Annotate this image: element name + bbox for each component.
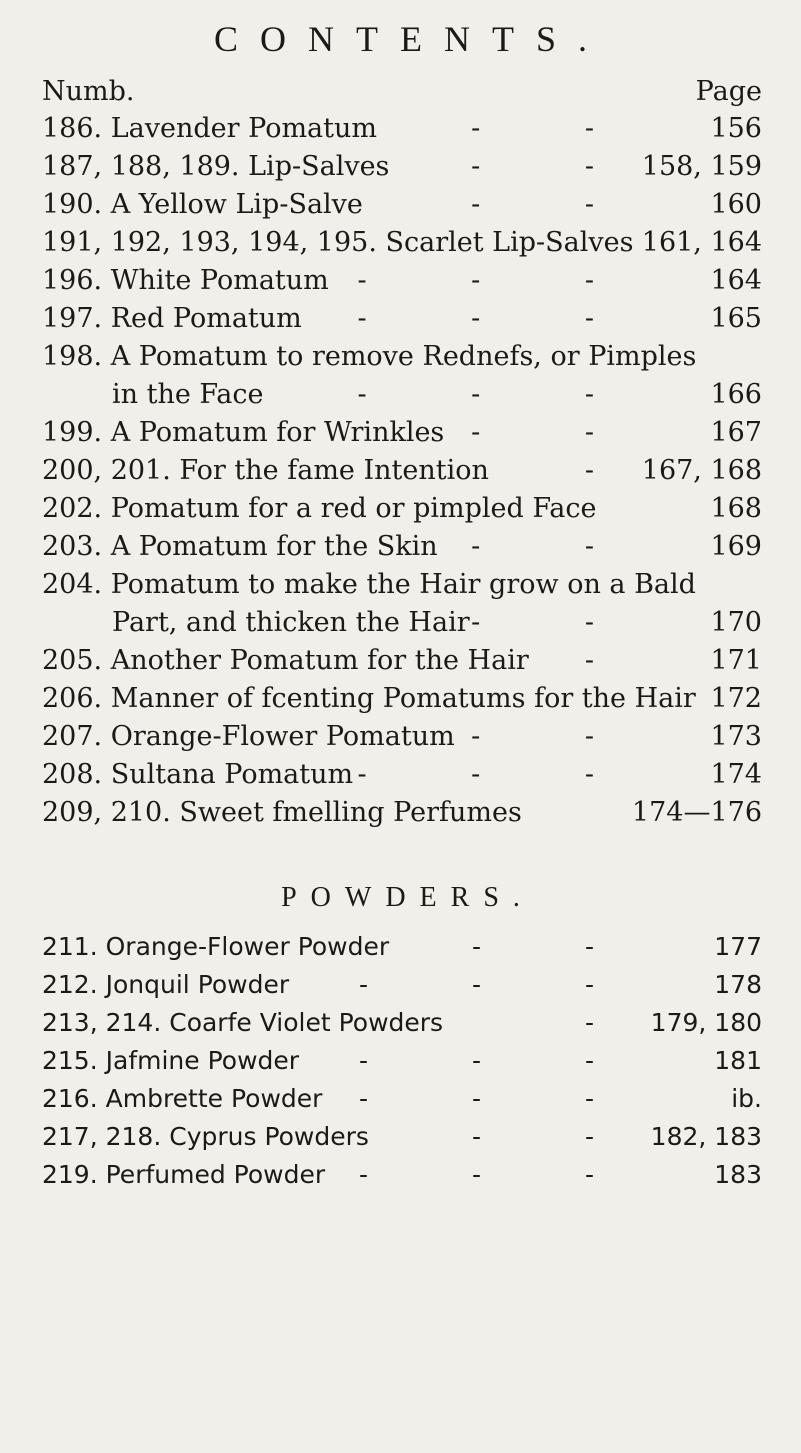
entry-number: 211. (42, 932, 98, 961)
entry-number: 212. (42, 970, 98, 999)
entry-number: 196. (42, 265, 103, 296)
entry-number: 204. (42, 569, 103, 600)
leader-dashes: - - - (359, 1046, 642, 1075)
leader-dashes: - - (471, 721, 642, 752)
contents-list (42, 110, 762, 832)
entry-title: Pomatum to make the Hair grow on a Bald (110, 569, 696, 600)
entry-title: Lip-Salves (248, 151, 390, 182)
contents-entry (42, 642, 762, 680)
leader-dashes: - - (472, 932, 642, 961)
entry-page-number: 174—176 (631, 797, 762, 828)
contents-entry (42, 224, 762, 262)
entry-number: 206. (42, 683, 103, 714)
contents-entry (42, 110, 762, 148)
entry-number: 217, 218. (42, 1122, 162, 1151)
entry-page-number: ib. (731, 1084, 762, 1113)
contents-entry (42, 928, 762, 966)
entry-page-number: 182, 183 (650, 1122, 762, 1151)
contents-entry (42, 338, 762, 414)
entry-title: Jonquil Powder (105, 970, 290, 999)
entry-page-number: 169 (710, 531, 762, 562)
entry-number: 190. (42, 189, 103, 220)
leader-dashes: - - - (359, 1084, 642, 1113)
entry-number: 215. (42, 1046, 98, 1075)
entry-title: Jafmine Powder (105, 1046, 300, 1075)
entry-page-number: 181 (714, 1046, 762, 1075)
entry-title: Another Pomatum for the Hair (110, 645, 529, 676)
contents-entry (42, 1004, 762, 1042)
leader-dashes: - - (471, 607, 642, 638)
entry-page-number: 171 (710, 645, 762, 676)
contents-entry (42, 1118, 762, 1156)
entry-number: 197. (42, 303, 103, 334)
entry-page-number: 167 (710, 417, 762, 448)
entry-title: Orange-Flower Pomatum (110, 721, 455, 752)
entry-number: 216. (42, 1084, 98, 1113)
leader-dashes: - - - (359, 970, 642, 999)
leader-dashes: - - (471, 531, 642, 562)
powders-list (42, 928, 762, 1194)
entry-title: Coarfe Violet Powders (169, 1008, 444, 1037)
leader-dashes: - - - (357, 265, 642, 296)
entry-page-number: 160 (710, 189, 762, 220)
entry-number: 200, 201. (42, 455, 171, 486)
leader-dashes: - - (471, 189, 642, 220)
entry-title: Perfumed Powder (105, 1160, 326, 1189)
contents-entry (42, 1042, 762, 1080)
section-title-powders: POWDERS. (281, 882, 534, 913)
entry-number: 191, 192, 193, 194, 195. (42, 227, 377, 258)
entry-title: Manner of fcenting Pomatums for the Hair (110, 683, 696, 714)
contents-entry (42, 186, 762, 224)
entry-page-number: 161, 164 (641, 227, 762, 258)
entry-page-number: 177 (714, 932, 762, 961)
entry-number: 209, 210. (42, 797, 171, 828)
entry-title: A Pomatum to remove Rednefs, or Pimples (110, 341, 697, 372)
entry-title: Scarlet Lip-Salves (385, 227, 634, 258)
contents-entry (42, 262, 762, 300)
entry-page-number: 179, 180 (650, 1008, 762, 1037)
leader-dashes: - - (471, 151, 642, 182)
column-headers (42, 76, 762, 112)
entry-page-number: 156 (710, 113, 762, 144)
entry-number: 208. (42, 759, 103, 790)
contents-entry (42, 794, 762, 832)
entry-page-number: 164 (710, 265, 762, 296)
entry-title: White Pomatum (110, 265, 329, 296)
contents-entry (42, 718, 762, 756)
contents-entry (42, 452, 762, 490)
entry-title: A Pomatum for the Skin (110, 531, 438, 562)
leader-dashes: - - (471, 417, 642, 448)
contents-entry (42, 490, 762, 528)
entry-page-number: 174 (710, 759, 762, 790)
leader-dashes: - - - (357, 379, 642, 410)
leader-dashes: - - (472, 1122, 642, 1151)
entry-title: Lavender Pomatum (110, 113, 377, 144)
entry-title: Pomatum for a red or pimpled Face (110, 493, 597, 524)
page-title: CONTENTS. (214, 19, 609, 59)
entry-page-number: 173 (710, 721, 762, 752)
contents-entry (42, 1080, 762, 1118)
entry-number: 205. (42, 645, 103, 676)
entry-title: Ambrette Powder (105, 1084, 323, 1113)
contents-entry (42, 966, 762, 1004)
entry-page-number: 183 (714, 1160, 762, 1189)
page-column-header: Page (695, 76, 762, 107)
contents-entry (42, 528, 762, 566)
entry-number: 202. (42, 493, 103, 524)
entry-number: 198. (42, 341, 103, 372)
entry-number: 213, 214. (42, 1008, 162, 1037)
entry-title: Red Pomatum (110, 303, 302, 334)
entry-page-number: 165 (710, 303, 762, 334)
entry-title: Orange-Flower Powder (105, 932, 390, 961)
entry-title-continued: in the Face (112, 379, 264, 410)
leader-dashes: - - (471, 113, 642, 144)
entry-title: A Pomatum for Wrinkles (110, 417, 445, 448)
number-column-header: Numb. (42, 76, 135, 107)
contents-entry (42, 148, 762, 186)
entry-title: Sweet fmelling Perfumes (179, 797, 522, 828)
leader-dashes: - - - (357, 759, 642, 790)
entry-number: 186. (42, 113, 103, 144)
contents-entry (42, 680, 762, 718)
leader-dashes: - - - (359, 1160, 642, 1189)
leader-dashes: - (584, 1008, 642, 1037)
contents-entry (42, 300, 762, 338)
entry-page-number: 167, 168 (641, 455, 762, 486)
entry-page-number: 166 (710, 379, 762, 410)
entry-page-number: 178 (714, 970, 762, 999)
entry-page-number: 158, 159 (641, 151, 762, 182)
entry-title: Cyprus Powders (169, 1122, 369, 1151)
entry-title: A Yellow Lip-Salve (110, 189, 363, 220)
entry-number: 187, 188, 189. (42, 151, 240, 182)
leader-dashes: - - - (357, 303, 642, 334)
contents-entry (42, 414, 762, 452)
entry-number: 207. (42, 721, 103, 752)
entry-page-number: 170 (710, 607, 762, 638)
entry-title-continued: Part, and thicken the Hair (112, 607, 470, 638)
entry-number: 203. (42, 531, 103, 562)
entry-number: 199. (42, 417, 103, 448)
entry-page-number: 172 (710, 683, 762, 714)
leader-dashes: - (584, 645, 642, 676)
entry-title: For the fame Intention (179, 455, 489, 486)
contents-entry (42, 756, 762, 794)
leader-dashes: - (584, 455, 642, 486)
entry-title: Sultana Pomatum (110, 759, 354, 790)
contents-entry (42, 1156, 762, 1194)
contents-entry (42, 566, 762, 642)
entry-number: 219. (42, 1160, 98, 1189)
entry-page-number: 168 (710, 493, 762, 524)
